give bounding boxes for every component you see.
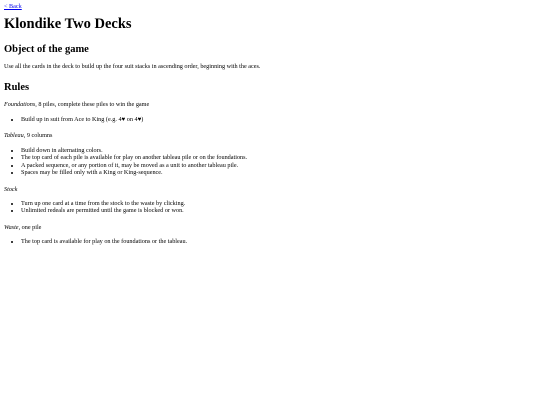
tableau-list xyxy=(4,147,536,177)
list-item: • Turn up one card at a time from the stock to the waste by clicking. xyxy=(21,200,536,207)
tableau-detail: , 9 columns xyxy=(23,132,53,140)
waste-detail: , one pile xyxy=(18,223,42,231)
list-item: • Spaces may be filled only with a King or King-sequence. xyxy=(21,169,536,176)
object-heading: Object of the game xyxy=(4,43,89,55)
foundations-detail: , 8 piles, complete these piles to win the game xyxy=(35,101,150,109)
waste-name: Waste xyxy=(4,223,19,231)
waste-list xyxy=(4,238,536,245)
tableau-name: Tableau xyxy=(4,132,24,140)
stock-list xyxy=(4,200,536,215)
rules-heading: Rules xyxy=(4,81,30,93)
back-link[interactable]: < Back xyxy=(4,3,22,10)
foundations-list xyxy=(4,116,536,123)
list-item: • Build down in alternating colors. xyxy=(21,147,536,154)
list-item: • The top card is available for play on the foundations or the tableau. xyxy=(21,238,536,245)
foundations-name: Foundations xyxy=(4,101,36,109)
list-item: • A packed sequence, or any portion of it, may be moved as a unit to another tableau pile. xyxy=(21,162,536,169)
page-title: Klondike Two Decks xyxy=(4,16,132,33)
object-text: Use all the cards in the deck to build up the four suit stacks in ascending order, beginning with the aces. xyxy=(4,63,261,71)
list-item: • The top card of each pile is available for play on another tableau pile or on the foundations. xyxy=(21,154,536,161)
list-item: • Build up in suit from Ace to King (e.g. 4♥ on 4♥) xyxy=(21,116,536,123)
list-item: • Unlimited redeals are permitted until the game is blocked or won. xyxy=(21,207,536,214)
stock-name: Stock xyxy=(4,185,18,193)
tableau-heading xyxy=(4,132,536,139)
foundations-heading xyxy=(4,101,536,108)
stock-heading xyxy=(4,186,536,193)
waste-heading xyxy=(4,224,536,231)
